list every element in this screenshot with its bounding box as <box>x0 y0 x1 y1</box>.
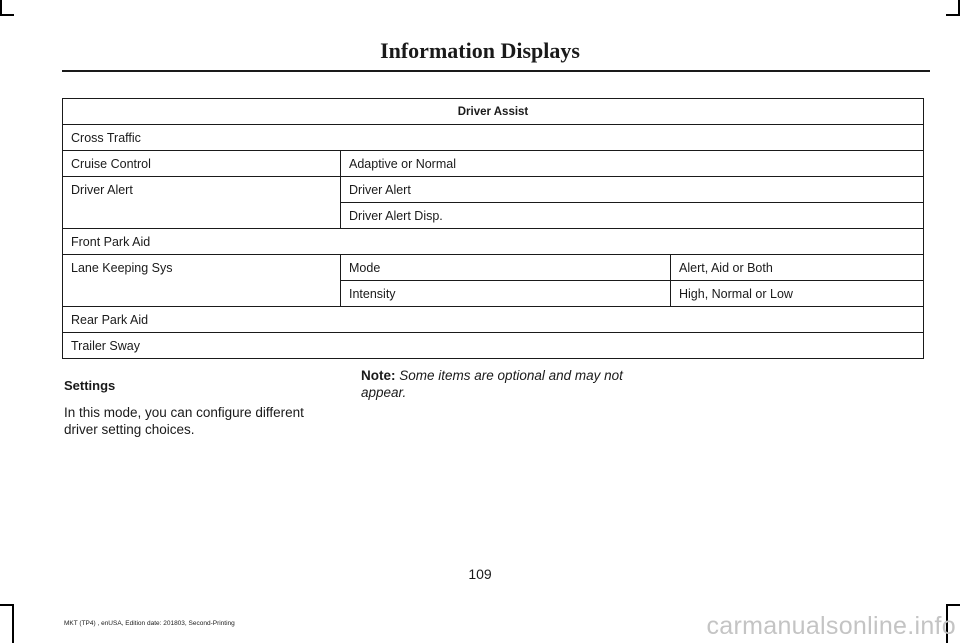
table-row <box>63 281 924 307</box>
table-cell: Driver Alert <box>341 177 924 203</box>
watermark: carmanualsonline.info <box>706 612 956 640</box>
table-row <box>63 307 924 333</box>
table-cell: Front Park Aid <box>63 229 924 255</box>
table-row <box>63 177 924 203</box>
table-header-row <box>63 99 924 125</box>
table-caption: Driver Assist <box>63 99 924 125</box>
driver-assist-table <box>62 98 924 359</box>
settings-paragraph: In this mode, you can configure different driver setting choices. <box>64 405 304 437</box>
settings-heading: Settings <box>64 378 116 393</box>
table-cell: Cruise Control <box>63 151 341 177</box>
table-cell: High, Normal or Low <box>671 281 924 307</box>
table-cell: Cross Traffic <box>63 125 924 151</box>
table-row <box>63 333 924 359</box>
table-row <box>63 125 924 151</box>
table-cell: Trailer Sway <box>63 333 924 359</box>
table-cell <box>63 203 341 229</box>
table-cell: Mode <box>341 255 671 281</box>
note <box>361 367 651 401</box>
header-divider <box>62 70 930 72</box>
table-cell <box>63 281 341 307</box>
page-number: 109 <box>468 566 492 582</box>
table-row <box>63 229 924 255</box>
table-cell: Driver Alert Disp. <box>341 203 924 229</box>
crop-mark <box>12 604 14 643</box>
table-cell: Lane Keeping Sys <box>63 255 341 281</box>
table-cell: Driver Alert <box>63 177 341 203</box>
note-label: Note: <box>361 368 396 383</box>
crop-mark <box>946 604 960 606</box>
crop-mark <box>946 14 960 16</box>
table-cell: Rear Park Aid <box>63 307 924 333</box>
table-cell: Alert, Aid or Both <box>671 255 924 281</box>
table-cell: Intensity <box>341 281 671 307</box>
table-row <box>63 203 924 229</box>
note-text: Some items are optional and may not appear. <box>361 368 623 400</box>
page-title: Information Displays <box>380 38 580 63</box>
table-cell: Adaptive or Normal <box>341 151 924 177</box>
table-row <box>63 151 924 177</box>
footer-edition: MKT (TP4) , enUSA, Edition date: 201803, Second-Printing <box>64 620 235 627</box>
table-row <box>63 255 924 281</box>
crop-mark <box>0 14 14 16</box>
